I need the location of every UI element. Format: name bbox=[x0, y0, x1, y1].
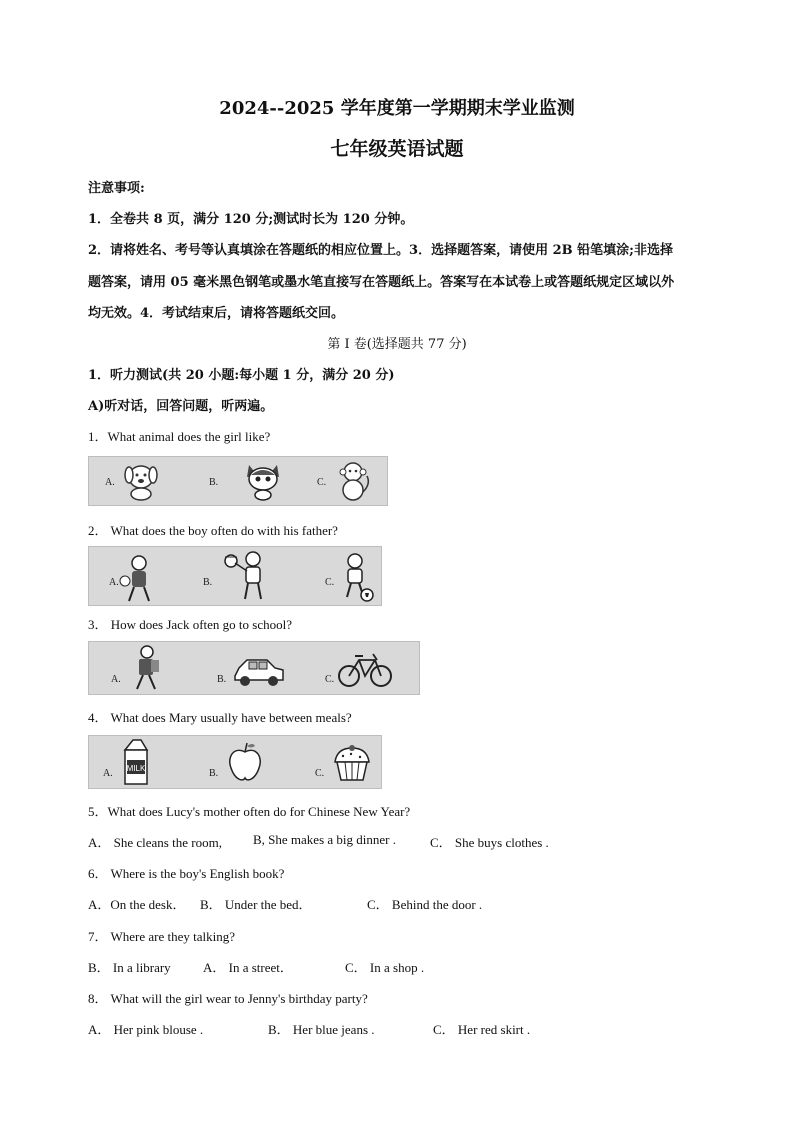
milk-carton-icon bbox=[121, 738, 151, 786]
picture-label-a: A. bbox=[105, 477, 115, 488]
bicycle-icon bbox=[337, 650, 393, 688]
notes-line-3: 题答案，请用 05 毫米黑色钢笔或墨水笔直接写在答题纸上。答案写在本试卷上或答题纸规定区域以外 bbox=[88, 275, 675, 290]
basketball-player-icon bbox=[219, 549, 269, 603]
picture-label-c: C. bbox=[325, 674, 335, 685]
option-c[interactable]: C． Her red skirt . bbox=[433, 1022, 531, 1037]
question-2-pictures bbox=[88, 546, 382, 606]
picture-label-a: A. bbox=[111, 674, 121, 685]
monkey-icon bbox=[333, 460, 373, 502]
notes-heading: 注意事项: bbox=[88, 181, 145, 196]
picture-label-a: A. bbox=[103, 768, 113, 779]
exam-title: 2024--2025 学年度第一学期期末学业监测 bbox=[219, 98, 575, 119]
question-7: 7． Where are they talking? bbox=[88, 929, 236, 944]
question-3-pictures bbox=[88, 641, 420, 695]
option-b[interactable]: B． Her blue jeans . bbox=[268, 1022, 375, 1037]
cat-icon bbox=[243, 461, 283, 501]
boy-icon bbox=[119, 553, 159, 603]
picture-label-c: C. bbox=[315, 768, 325, 779]
listening-part-title: 1．听力测试(共 20 小题:每小题 1 分，满分 20 分) bbox=[88, 368, 395, 383]
notes-line-4: 均无效。4．考试结束后，请将答题纸交回。 bbox=[88, 306, 345, 321]
apple-icon bbox=[225, 740, 265, 784]
question-4-pictures bbox=[88, 735, 382, 789]
picture-label-b: B. bbox=[217, 674, 227, 685]
option-c[interactable]: C． Behind the door . bbox=[367, 897, 483, 912]
question-1: 1．What animal does the girl like? bbox=[88, 429, 271, 444]
svg-text:MILK: MILK bbox=[126, 764, 146, 773]
picture-label-b: B. bbox=[209, 477, 219, 488]
picture-label-c: C. bbox=[317, 477, 327, 488]
option-b[interactable]: B, She makes a big dinner . bbox=[253, 832, 396, 847]
cake-icon bbox=[329, 742, 375, 784]
question-5: 5．What does Lucy's mother often do for Chinese New Year? bbox=[88, 804, 411, 819]
picture-label-c: C. bbox=[325, 577, 335, 588]
football-player-icon bbox=[337, 551, 377, 603]
picture-label-b: B. bbox=[203, 577, 213, 588]
option-a[interactable]: A． In a street． bbox=[203, 960, 293, 975]
notes-line-1: 1．全卷共 8 页，满分 120 分;测试时长为 120 分钟。 bbox=[88, 212, 414, 227]
option-c[interactable]: C． She buys clothes . bbox=[430, 835, 549, 850]
dog-icon bbox=[119, 461, 163, 501]
listening-instructions: A)听对话，回答问题，听两遍。 bbox=[88, 399, 274, 414]
question-8: 8． What will the girl wear to Jenny's birthday party? bbox=[88, 991, 368, 1006]
car-icon bbox=[231, 654, 287, 688]
exam-subtitle: 七年级英语试题 bbox=[330, 138, 464, 160]
question-3: 3． How does Jack often go to school? bbox=[88, 617, 292, 632]
walking-boy-icon bbox=[127, 644, 167, 692]
option-a[interactable]: A． She cleans the room, bbox=[88, 835, 222, 850]
question-1-pictures bbox=[88, 456, 388, 506]
section-title: 第 I 卷(选择题共 77 分) bbox=[327, 337, 467, 352]
option-a[interactable]: A．On the desk． bbox=[88, 897, 186, 912]
question-6: 6． Where is the boy's English book? bbox=[88, 866, 285, 881]
notes-line-2: 2．请将姓名、考号等认真填涂在答题纸的相应位置上。3．选择题答案，请使用 2B 铅笔填涂;非选择 bbox=[88, 243, 673, 258]
option-b[interactable]: B． Under the bed． bbox=[200, 897, 312, 912]
picture-label-a: A. bbox=[109, 577, 119, 588]
question-4: 4． What does Mary usually have between meals? bbox=[88, 710, 352, 725]
option-a[interactable]: A． Her pink blouse . bbox=[88, 1022, 204, 1037]
option-b[interactable]: B． In a library bbox=[88, 960, 171, 975]
option-c[interactable]: C． In a shop . bbox=[345, 960, 425, 975]
question-2: 2． What does the boy often do with his father? bbox=[88, 523, 338, 538]
picture-label-b: B. bbox=[209, 768, 219, 779]
